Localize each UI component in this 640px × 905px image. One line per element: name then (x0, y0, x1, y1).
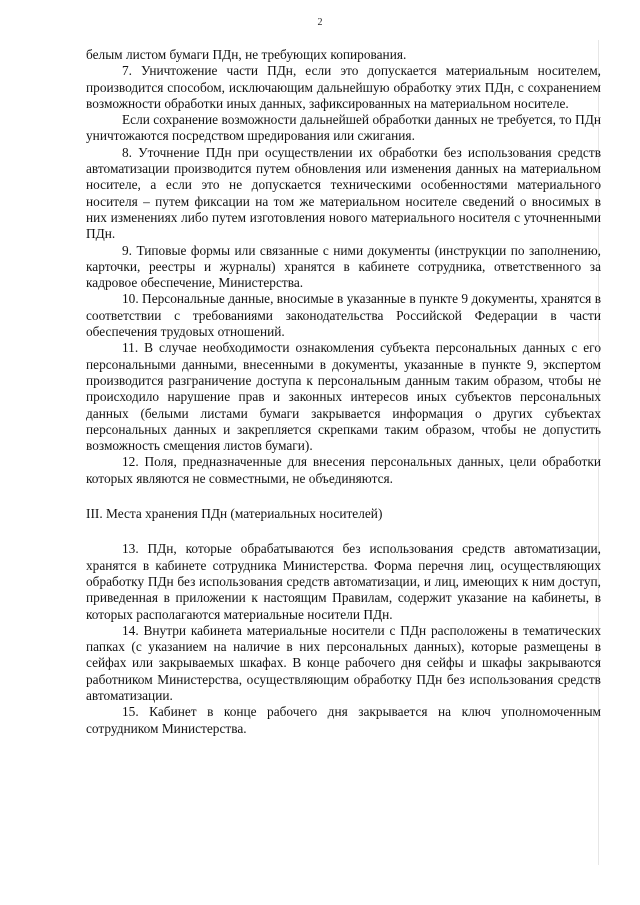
paragraph-14: 14. Внутри кабинета материальные носители с ПДн расположены в тематических папках (с указанием на наличие в них персональных данных), которые размещены в сейфах или закрываемых шкафах. В конце рабочего дня сейфы и шкафы закрываются работником Министерства, осуществляющим обработку ПДн без использования средств автоматизации. (86, 622, 601, 703)
paragraph-7: 7. Уничтожение части ПДн, если это допускается материальным носителем, производится способом, исключающим дальнейшую обработку этих ПДн, с сохранением возможности обработки иных данных, зафиксированных на материальном носителе. (86, 63, 601, 111)
paragraph-8: 8. Уточнение ПДн при осуществлении их обработки без использования средств автоматизации производится путем обновления или изменения данных на материальном носителе, а если это не допускается техническими особенностями материального носителя – путем фиксации на том же материальном носителе сведений о вносимых в них изменениях либо путем изготовления нового материального носителя с уточненными ПДн. (86, 144, 601, 242)
document-body (86, 47, 601, 737)
paragraph-10: 10. Персональные данные, вносимые в указанные в пункте 9 документы, хранятся в соответствии с требованиями законодательства Российской Федерации в части обеспечения трудовых отношений. (86, 291, 601, 340)
paragraph-7-note: Если сохранение возможности дальнейшей обработки данных не требуется, то ПДн уничтожаются посредством шредирования или сжигания. (86, 112, 601, 144)
paragraph-15: 15. Кабинет в конце рабочего дня закрывается на ключ уполномоченным сотрудником Министерства. (86, 704, 601, 736)
paragraph-continuation: белым листом бумаги ПДн, не требующих копирования. (86, 47, 407, 62)
paragraph-9: 9. Типовые формы или связанные с ними документы (инструкции по заполнению, карточки, реестры и журналы) хранятся в кабинете сотрудника, ответственного за кадровое обеспечение, Министерства. (86, 242, 601, 291)
paragraph-12: 12. Поля, предназначенные для внесения персональных данных, цели обработки которых являются не совместными, не объединяются. (86, 454, 601, 486)
paragraph-11: 11. В случае необходимости ознакомления субъекта персональных данных с его персональными данными, внесенными в документы, указанные в пункте 9, экспертом производится разграничение доступа к персональным данным таким образом, чтобы не происходило нарушение прав и законных интересов иных субъектов персональных данных (белыми листами бумаги закрывается информация о других субъектах персональных данных и закрепляется скрепками таким образом, чтобы не допустить возможность смещения листов бумаги). (86, 340, 601, 454)
paragraph-13: 13. ПДн, которые обрабатываются без использования средств автоматизации, хранятся в кабинете сотрудника Министерства. Форма перечня лиц, осуществляющих обработку ПДн без использования средств автоматизации, и лиц, имеющих к ним доступ, приведенная в приложении к настоящим Правилам, содержит указание на кабинеты, в которых располагаются материальные носители ПДн. (86, 541, 601, 622)
page-number: 2 (317, 17, 323, 28)
section-heading: III. Места хранения ПДн (материальных носителей) (86, 506, 383, 522)
